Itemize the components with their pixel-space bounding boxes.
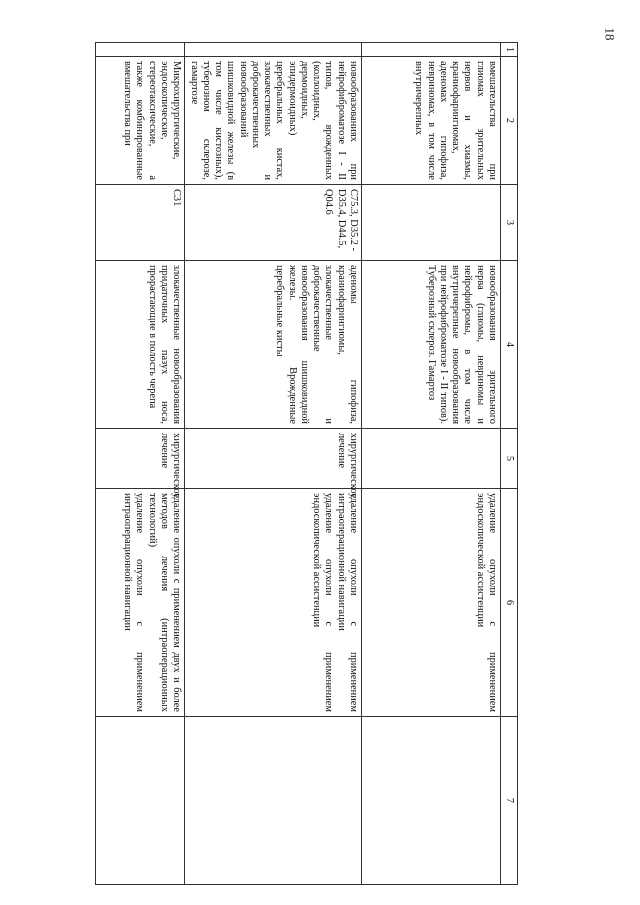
cell-extra xyxy=(96,717,185,885)
cell-extra xyxy=(362,717,501,885)
cell-treatment-type: хирургическое лечение xyxy=(185,429,362,489)
column-header-6: 6 xyxy=(501,489,518,717)
cell-extra xyxy=(185,717,362,885)
cell-index xyxy=(362,43,501,57)
column-header-5: 5 xyxy=(501,429,518,489)
column-number-row xyxy=(501,43,518,885)
cell-method: удаление опухоли с применением двух и более методов лечения (интраоперационных технологий) удаление опухоли с применением интраоперационной навигации xyxy=(96,489,185,717)
cell-index xyxy=(96,43,185,57)
page-number: 18 xyxy=(602,27,618,41)
cell-description: Микрохирургические, эндоскопические, стереотаксические, а также комбинированные вмешательства при xyxy=(96,57,185,185)
rotated-document-sheet xyxy=(112,42,518,884)
cell-description: вмешательства при глиомах зрительных нервов и хиазмы, краниофарингиомах, аденомах гипофиза, невриномах, в том числе внутричерепных xyxy=(362,57,501,185)
cell-diagnosis: аденомы гипофиза, краниофарингиомы, злокачественные и доброкачественные новообразования шишковидной железы. Врожденные церебральные кисты xyxy=(185,261,362,429)
cell-method: удаление опухоли с применением интраоперационной навигации удаление опухоли с применением эндоскопической ассистенции xyxy=(185,489,362,717)
cell-treatment-type: хирургическое лечение xyxy=(96,429,185,489)
table-row xyxy=(362,43,501,885)
column-header-3: 3 xyxy=(501,185,518,261)
medical-procedures-table xyxy=(95,42,518,885)
cell-icd-codes: C31 xyxy=(96,185,185,261)
cell-diagnosis: новообразования зрительного нерва (глиомы, невриномы и нейрофибромы, в том числе внутричерепные новообразования при нейрофиброматозе I - II типов). Туберозный склероз. Гамартоз xyxy=(362,261,501,429)
column-header-7: 7 xyxy=(501,717,518,885)
column-header-1: 1 xyxy=(501,43,518,57)
cell-diagnosis: злокачественные новообразования придаточных пазух носа, прорастающие в полость черепа xyxy=(96,261,185,429)
cell-method: удаление опухоли с применением эндоскопической ассистенции xyxy=(362,489,501,717)
column-header-2: 2 xyxy=(501,57,518,185)
cell-icd-codes xyxy=(362,185,501,261)
table-row xyxy=(185,43,362,885)
cell-icd-codes: C75.3, D35.2 - D35.4, D44.5, Q04.6 xyxy=(185,185,362,261)
cell-index xyxy=(185,43,362,57)
column-header-4: 4 xyxy=(501,261,518,429)
cell-treatment-type xyxy=(362,429,501,489)
cell-description: новообразованиях при нейрофиброматозе I - II типов, врожденных (коллоидных, дермоидных, эпидермоидных) церебральных кистах, злокачественных и доброкачественных новообразований шишковидной железы (в том числе кистозных), туберозном склерозе, гамартозе xyxy=(185,57,362,185)
table-row xyxy=(96,43,185,885)
